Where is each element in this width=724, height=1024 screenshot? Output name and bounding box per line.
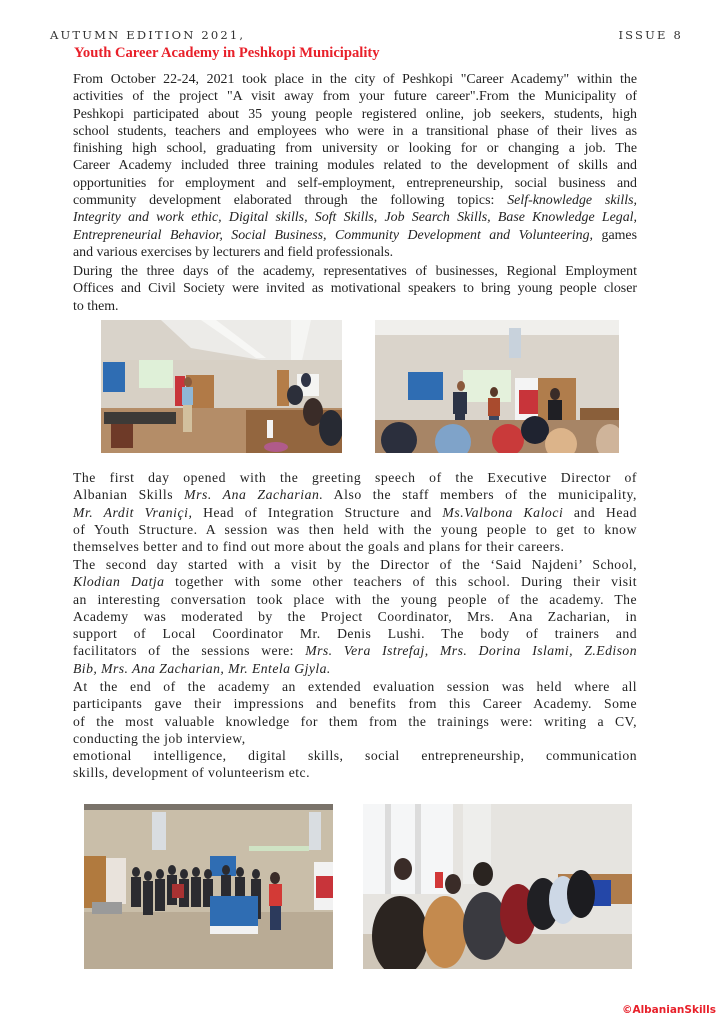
text-line: Career Academy included three training modules related to the development of skills and	[73, 158, 637, 174]
text-line: of the most valuable knowledge for them from the trainings were: writing a CV,	[73, 713, 637, 729]
text-line	[73, 227, 637, 244]
paragraph-speakers	[73, 263, 637, 315]
person-name: Bib, Mrs. Ana Zacharian, Mr. Entela Gjyla.	[73, 660, 331, 676]
topics-italic: Self-knowledge skills,	[507, 193, 637, 209]
person-name: Mr. Ardit Vraniçi,	[73, 504, 193, 520]
text-line	[73, 209, 637, 226]
text-line: participants gave their impressions and benefits from this Career Academy. Some	[73, 696, 637, 712]
topics-italic: Integrity and work ethic, Digital skills, Soft Skills, Job Search Skills, Base Knowledge Legal,	[73, 210, 637, 226]
person-name: Ms.Valbona Kaloci	[442, 504, 564, 520]
photo-presenters	[375, 320, 619, 453]
text-line	[73, 504, 637, 521]
person-name: Mrs. Ana Zacharian.	[184, 487, 324, 503]
text-line: At the end of the academy an extended evaluation session was held where all	[73, 679, 637, 694]
text-line: From October 22-24, 2021 took place in the city of Peshkopi "Career Academy" within the	[73, 72, 637, 87]
text-segment: facilitators of the sessions were:	[73, 643, 306, 659]
paragraph-first-day	[73, 469, 637, 555]
text-segment: and Head	[563, 504, 638, 520]
edition-label: AUTUMN EDITION 2021,	[50, 28, 246, 42]
text-line: The first day opened with the greeting speech of the Executive Director of	[73, 470, 637, 485]
text-line: of Youth Structure. A session was then held with the young people to get to know	[73, 521, 637, 537]
text-line	[73, 486, 637, 503]
paragraph-second-day	[73, 556, 637, 677]
text-line: Peshkopi participated about 35 young people registered online, job seekers, students, high	[73, 106, 637, 122]
text-segment: games	[593, 227, 637, 243]
text-line: themselves better and to find out more about the goals and plans for their careers.	[73, 539, 565, 555]
text-segment: Head of Integration Structure and	[192, 504, 443, 520]
text-segment: together with some other teachers of this school. During their visit	[164, 574, 637, 590]
article-title: Youth Career Academy in Peshkopi Municipality	[74, 45, 380, 61]
person-name: Klodian Datja	[73, 574, 165, 590]
text-line	[73, 192, 637, 209]
text-segment: Albanian Skills	[73, 487, 185, 503]
paragraph-evaluation	[73, 678, 637, 782]
text-line: opportunities for employment and self-employment, entrepreneurship, social business and	[73, 175, 637, 191]
text-segment: Also the staff members of the municipality,	[323, 487, 637, 503]
topics-italic: Entrepreneurial Behavior, Social Business, Community Development and Volunteering,	[73, 227, 594, 243]
text-line	[73, 642, 637, 659]
text-line: emotional intelligence, digital skills, social entrepreneurship, communication	[73, 748, 637, 764]
text-line: finishing high school, graduating from university or looking for or changing a job. The	[73, 141, 637, 157]
text-line: support of Local Coordinator Mr. Denis Lushi. The body of trainers and	[73, 626, 637, 642]
text-line: The second day started with a visit by the Director of the ‘Said Najdeni’ School,	[73, 557, 637, 572]
photo-participants	[363, 804, 632, 969]
photo-classroom-presenter	[101, 320, 342, 453]
person-name: Mrs. Vera Istrefaj, Mrs. Dorina Islami, Z.Edison	[305, 643, 638, 659]
issue-label: ISSUE 8	[618, 28, 683, 42]
text-line: and various exercises by lecturers and field professionals.	[73, 244, 394, 260]
text-line: During the three days of the academy, representatives of businesses, Regional Employment	[73, 264, 637, 279]
text-line: Offices and Civil Society were invited as motivational speakers to bring young people closer	[73, 281, 637, 297]
paragraph-intro	[73, 71, 637, 261]
text-line: skills, development of volunteerism etc.	[73, 765, 310, 781]
text-line: conducting the job interview,	[73, 730, 246, 746]
text-line	[73, 573, 637, 590]
text-line: to them.	[73, 298, 119, 314]
photo-group	[84, 804, 333, 969]
text-segment: community development elaborated through the following topics:	[73, 193, 508, 209]
text-line	[73, 660, 637, 677]
copyright-label: ©AlbanianSkills	[621, 1004, 716, 1016]
text-line: an interesting conversation took place with the young people of the academy. The	[73, 591, 637, 607]
text-line: Academy was moderated by the Project Coordinator, Mrs. Ana Zacharian, in	[73, 608, 637, 624]
text-line: activities of the project "A visit away from your future career".From the Municipality of	[73, 89, 637, 105]
text-line: school students, teachers and employees who were in a transitional phase of their lives as	[73, 123, 637, 139]
